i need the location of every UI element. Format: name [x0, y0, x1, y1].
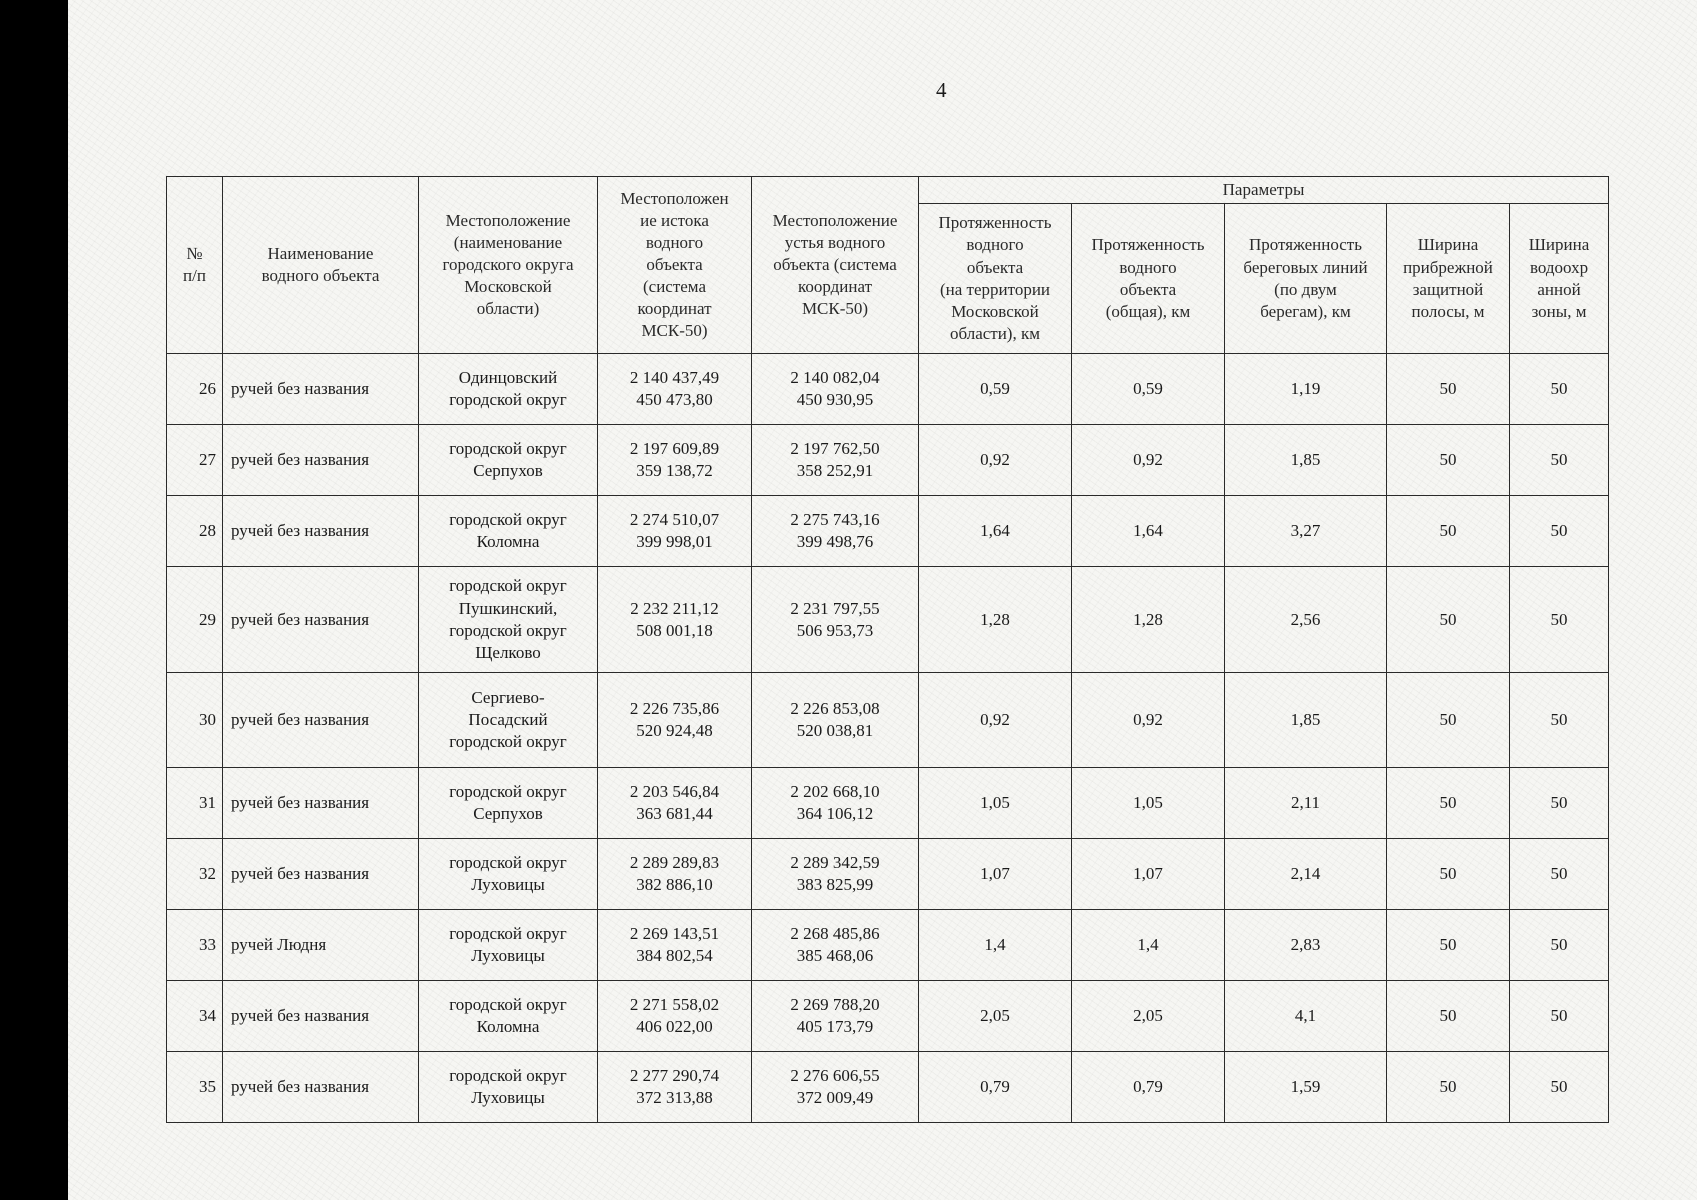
row-number: 33	[167, 910, 223, 981]
location-cell: городской округ Коломна	[419, 496, 598, 567]
header-name: Наименование водного объекта	[223, 177, 419, 354]
source-coords: 2 197 609,89 359 138,72	[598, 425, 752, 496]
shoreline-value: 4,1	[1225, 981, 1387, 1052]
coastal-strip-value: 50	[1387, 354, 1510, 425]
protection-zone-value: 50	[1510, 981, 1609, 1052]
row-number: 26	[167, 354, 223, 425]
shoreline-value: 1,85	[1225, 425, 1387, 496]
length-region-value: 0,92	[919, 425, 1072, 496]
length-total-value: 1,64	[1072, 496, 1225, 567]
coastal-strip-value: 50	[1387, 910, 1510, 981]
row-number: 35	[167, 1052, 223, 1123]
protection-zone-value: 50	[1510, 425, 1609, 496]
header-protection-zone: Ширина водоохр анной зоны, м	[1510, 204, 1609, 354]
header-num: № п/п	[167, 177, 223, 354]
mouth-coords: 2 226 853,08 520 038,81	[752, 673, 919, 768]
length-total-value: 1,05	[1072, 768, 1225, 839]
location-cell: Одинцовский городской округ	[419, 354, 598, 425]
protection-zone-value: 50	[1510, 768, 1609, 839]
protection-zone-value: 50	[1510, 839, 1609, 910]
table-row	[167, 496, 1609, 567]
table-row	[167, 839, 1609, 910]
source-coords: 2 232 211,12 508 001,18	[598, 567, 752, 673]
scan-dark-edge	[0, 0, 68, 1200]
coastal-strip-value: 50	[1387, 567, 1510, 673]
row-number: 28	[167, 496, 223, 567]
row-number: 31	[167, 768, 223, 839]
source-coords: 2 277 290,74 372 313,88	[598, 1052, 752, 1123]
row-number: 29	[167, 567, 223, 673]
table-row	[167, 910, 1609, 981]
page-number: 4	[936, 78, 947, 102]
source-coords: 2 226 735,86 520 924,48	[598, 673, 752, 768]
length-region-value: 1,64	[919, 496, 1072, 567]
source-coords: 2 274 510,07 399 998,01	[598, 496, 752, 567]
header-coastal-strip: Ширина прибрежной защитной полосы, м	[1387, 204, 1510, 354]
length-total-value: 0,92	[1072, 425, 1225, 496]
source-coords: 2 271 558,02 406 022,00	[598, 981, 752, 1052]
header-shoreline: Протяженность береговых линий (по двум берегам), км	[1225, 204, 1387, 354]
length-region-value: 1,07	[919, 839, 1072, 910]
water-object-name: ручей без названия	[223, 496, 419, 567]
length-total-value: 2,05	[1072, 981, 1225, 1052]
shoreline-value: 1,85	[1225, 673, 1387, 768]
header-length-total: Протяженность водного объекта (общая), км	[1072, 204, 1225, 354]
protection-zone-value: 50	[1510, 496, 1609, 567]
shoreline-value: 1,59	[1225, 1052, 1387, 1123]
water-object-name: ручей без названия	[223, 567, 419, 673]
shoreline-value: 2,83	[1225, 910, 1387, 981]
water-objects-table	[166, 176, 1609, 1123]
shoreline-value: 2,56	[1225, 567, 1387, 673]
water-object-name: ручей без названия	[223, 673, 419, 768]
coastal-strip-value: 50	[1387, 496, 1510, 567]
header-source: Местоположен ие истока водного объекта (система координат МСК-50)	[598, 177, 752, 354]
location-cell: городской округ Коломна	[419, 981, 598, 1052]
length-region-value: 1,05	[919, 768, 1072, 839]
length-total-value: 0,92	[1072, 673, 1225, 768]
mouth-coords: 2 269 788,20 405 173,79	[752, 981, 919, 1052]
coastal-strip-value: 50	[1387, 839, 1510, 910]
mouth-coords: 2 231 797,55 506 953,73	[752, 567, 919, 673]
table-row	[167, 1052, 1609, 1123]
water-object-name: ручей без названия	[223, 839, 419, 910]
water-object-name: ручей без названия	[223, 768, 419, 839]
table-row	[167, 425, 1609, 496]
water-object-name: ручей Людня	[223, 910, 419, 981]
row-number: 34	[167, 981, 223, 1052]
water-object-name: ручей без названия	[223, 1052, 419, 1123]
location-cell: городской округ Луховицы	[419, 910, 598, 981]
length-total-value: 0,79	[1072, 1052, 1225, 1123]
length-region-value: 1,28	[919, 567, 1072, 673]
mouth-coords: 2 197 762,50 358 252,91	[752, 425, 919, 496]
table-row	[167, 673, 1609, 768]
location-cell: городской округ Пушкинский, городской округ Щелково	[419, 567, 598, 673]
header-length-region: Протяженность водного объекта (на территории Московской области), км	[919, 204, 1072, 354]
header-mouth: Местоположение устья водного объекта (система координат МСК-50)	[752, 177, 919, 354]
row-number: 27	[167, 425, 223, 496]
length-total-value: 1,4	[1072, 910, 1225, 981]
mouth-coords: 2 140 082,04 450 930,95	[752, 354, 919, 425]
length-total-value: 1,07	[1072, 839, 1225, 910]
location-cell: городской округ Серпухов	[419, 425, 598, 496]
water-object-name: ручей без названия	[223, 981, 419, 1052]
protection-zone-value: 50	[1510, 1052, 1609, 1123]
length-total-value: 1,28	[1072, 567, 1225, 673]
table-row	[167, 567, 1609, 673]
mouth-coords: 2 275 743,16 399 498,76	[752, 496, 919, 567]
mouth-coords: 2 268 485,86 385 468,06	[752, 910, 919, 981]
header-location: Местоположение (наименование городского округа Московской области)	[419, 177, 598, 354]
length-region-value: 0,92	[919, 673, 1072, 768]
source-coords: 2 203 546,84 363 681,44	[598, 768, 752, 839]
shoreline-value: 1,19	[1225, 354, 1387, 425]
mouth-coords: 2 276 606,55 372 009,49	[752, 1052, 919, 1123]
protection-zone-value: 50	[1510, 673, 1609, 768]
table-row	[167, 981, 1609, 1052]
shoreline-value: 2,11	[1225, 768, 1387, 839]
length-region-value: 2,05	[919, 981, 1072, 1052]
source-coords: 2 269 143,51 384 802,54	[598, 910, 752, 981]
protection-zone-value: 50	[1510, 354, 1609, 425]
source-coords: 2 289 289,83 382 886,10	[598, 839, 752, 910]
mouth-coords: 2 289 342,59 383 825,99	[752, 839, 919, 910]
length-region-value: 0,59	[919, 354, 1072, 425]
location-cell: городской округ Луховицы	[419, 1052, 598, 1123]
coastal-strip-value: 50	[1387, 425, 1510, 496]
mouth-coords: 2 202 668,10 364 106,12	[752, 768, 919, 839]
length-region-value: 1,4	[919, 910, 1072, 981]
coastal-strip-value: 50	[1387, 673, 1510, 768]
header-params-group: Параметры	[919, 177, 1609, 204]
protection-zone-value: 50	[1510, 910, 1609, 981]
coastal-strip-value: 50	[1387, 1052, 1510, 1123]
water-object-name: ручей без названия	[223, 425, 419, 496]
table-row	[167, 354, 1609, 425]
row-number: 32	[167, 839, 223, 910]
shoreline-value: 2,14	[1225, 839, 1387, 910]
location-cell: Сергиево- Посадский городской округ	[419, 673, 598, 768]
coastal-strip-value: 50	[1387, 981, 1510, 1052]
location-cell: городской округ Луховицы	[419, 839, 598, 910]
protection-zone-value: 50	[1510, 567, 1609, 673]
source-coords: 2 140 437,49 450 473,80	[598, 354, 752, 425]
row-number: 30	[167, 673, 223, 768]
length-region-value: 0,79	[919, 1052, 1072, 1123]
length-total-value: 0,59	[1072, 354, 1225, 425]
coastal-strip-value: 50	[1387, 768, 1510, 839]
table-row	[167, 768, 1609, 839]
water-object-name: ручей без названия	[223, 354, 419, 425]
location-cell: городской округ Серпухов	[419, 768, 598, 839]
shoreline-value: 3,27	[1225, 496, 1387, 567]
